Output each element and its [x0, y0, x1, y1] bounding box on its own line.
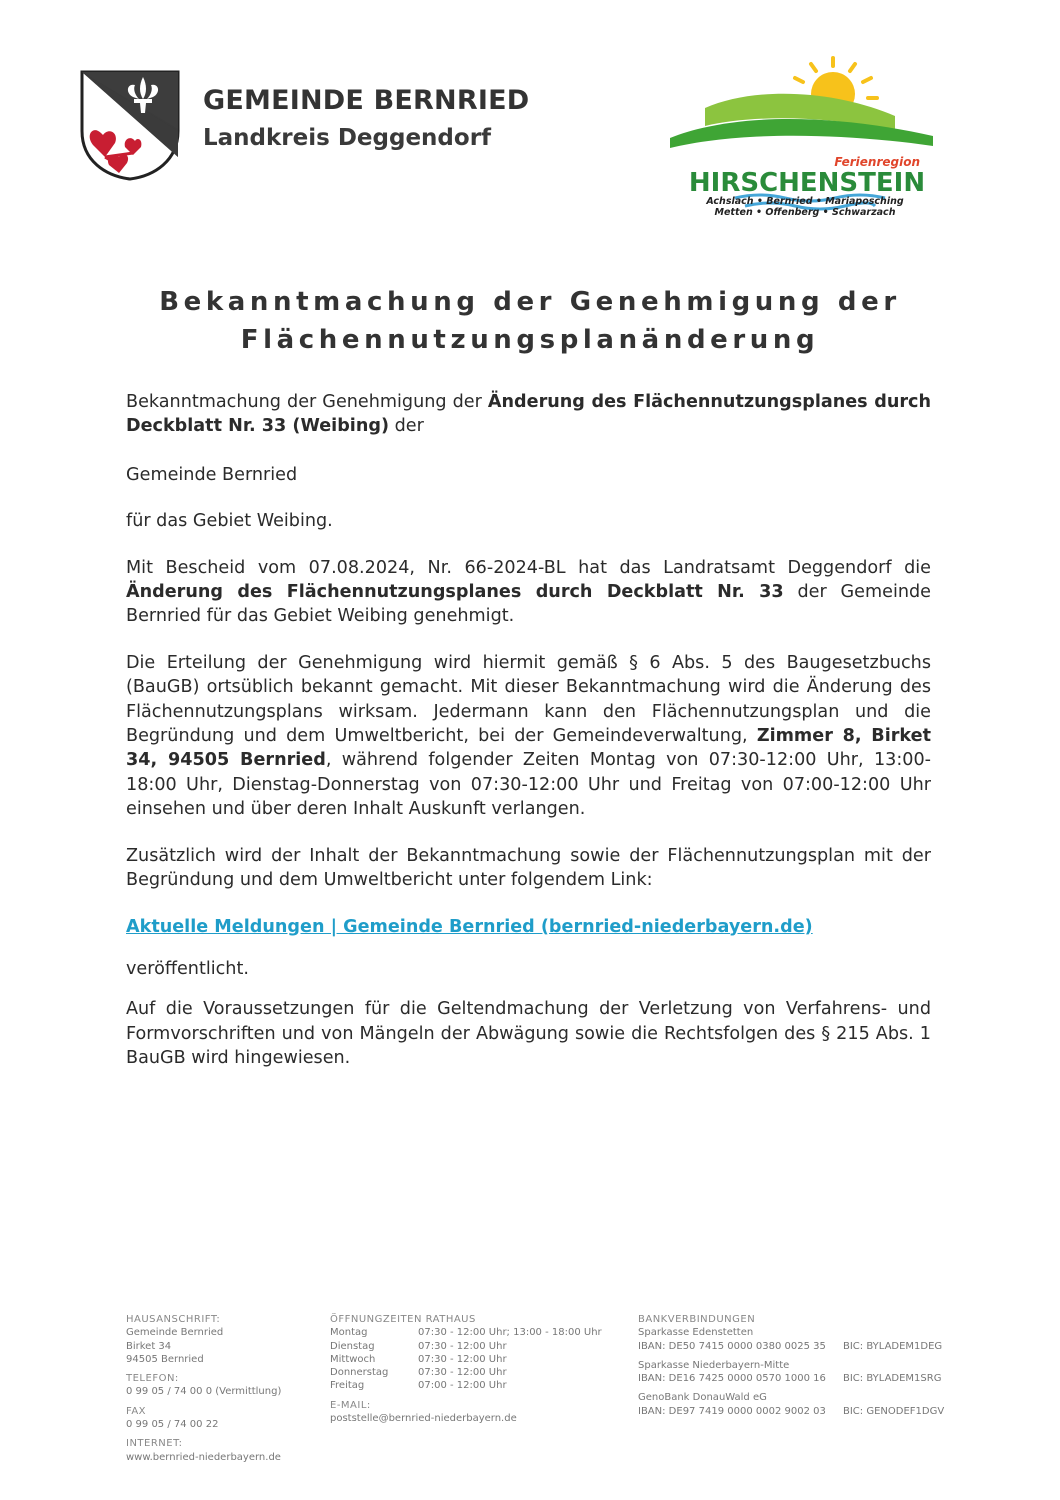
day: Montag	[330, 1327, 368, 1339]
day: Mittwoch	[330, 1353, 376, 1365]
hours-row	[330, 1340, 620, 1353]
time: 07:30 - 12:00 Uhr	[418, 1340, 507, 1352]
day: Donnerstag	[330, 1367, 389, 1379]
coat-of-arms-icon	[79, 69, 181, 181]
iban: IBAN: DE97 7419 0000 0002 9002 03	[638, 1405, 826, 1417]
bank-row	[638, 1340, 958, 1353]
phone-label: TELEFON:	[126, 1373, 179, 1385]
fax-number: 0 99 05 / 74 00 22	[126, 1419, 219, 1431]
time: 07:00 - 12:00 Uhr	[418, 1380, 507, 1392]
text: Mit Bescheid vom 07.08.2024, Nr. 66-2024-BL hat das Landratsamt Deggendorf die	[126, 557, 931, 578]
footer-address	[126, 1313, 316, 1464]
text: Die Erteilung der Genehmigung wird hiermit gemäß § 6 Abs. 5 des Baugesetzbuchs (BauGB) ortsüblich bekannt gemacht. Mit dieser Bekanntmachung wird die Änderung des Flächennutzungsplans wirksam. Jedermann kann den Flächennutzungsplan und die Begründung und dem Umweltbericht, bei der Gemeindeverwaltung,	[126, 652, 931, 747]
bold-text: Änderung des Flächennutzungsplanes durch Deckblatt Nr. 33 (Weibing)	[126, 392, 931, 437]
page-title	[60, 283, 1000, 359]
phone-number: 0 99 05 / 74 00 0 (Vermittlung)	[126, 1386, 282, 1398]
paragraph-decision	[126, 556, 931, 629]
title-line-2: Flächennutzungsplanänderung	[240, 325, 820, 355]
hours-row	[330, 1353, 620, 1366]
news-link[interactable]: Aktuelle Meldungen | Gemeinde Bernried (bernried-niederbayern.de)	[126, 916, 813, 937]
bank-name: GenoBank DonauWald eG	[638, 1392, 767, 1404]
paragraph-additional: Zusätzlich wird der Inhalt der Bekanntmachung sowie der Flächennutzungsplan mit der Begründung und dem Umweltbericht unter folgendem Link:	[126, 845, 931, 891]
logo-places	[690, 196, 920, 218]
bic: BIC: GENODEF1DGV	[843, 1405, 945, 1417]
address-line: 94505 Bernried	[126, 1353, 204, 1365]
bank-row	[638, 1405, 958, 1418]
day: Dienstag	[330, 1340, 375, 1352]
time: 07:30 - 12:00 Uhr; 13:00 - 18:00 Uhr	[418, 1327, 602, 1339]
text: der Gemeinde Bernried für das Gebiet Weibing genehmigt.	[126, 582, 931, 627]
title-line-1: Bekanntmachung der Genehmigung der	[159, 287, 901, 317]
logo-small-text: Ferienregion	[834, 155, 920, 169]
address-line: Birket 34	[126, 1340, 172, 1352]
bank-row	[638, 1372, 958, 1385]
logo-places-line2: Metten • Offenberg • Schwarzach	[714, 207, 896, 218]
time: 07:30 - 12:00 Uhr	[418, 1367, 507, 1379]
paragraph-published: veröffentlicht.	[126, 958, 249, 979]
bank-name: Sparkasse Niederbayern-Mitte	[638, 1359, 790, 1371]
bank-label: BANKVERBINDUNGEN	[638, 1314, 756, 1325]
announcement-body	[126, 390, 931, 1071]
footer-banks	[638, 1313, 958, 1418]
email-address: poststelle@bernried-niederbayern.de	[330, 1413, 517, 1425]
paragraph-municipality: Gemeinde Bernried	[126, 464, 298, 485]
paragraph-publication	[126, 651, 931, 822]
email-label: E-MAIL:	[330, 1399, 371, 1411]
bic: BIC: BYLADEM1SRG	[843, 1373, 942, 1385]
org-name: GEMEINDE BERNRIED	[203, 85, 530, 116]
hours-row	[330, 1379, 620, 1392]
link-paragraph	[126, 915, 931, 939]
website: www.bernried-niederbayern.de	[126, 1451, 281, 1463]
hours-row	[330, 1326, 620, 1339]
paragraph-notice: Auf die Voraussetzungen für die Geltendmachung der Verletzung von Verfahrens- und Formvorschriften und von Mängeln der Abwägung sowie die Rechtsfolgen des § 215 Abs. 1 BauGB wird hingewiesen.	[126, 999, 931, 1069]
fax-label: FAX	[126, 1405, 147, 1417]
logo-big-text: HIRSCHENSTEIN	[688, 168, 926, 198]
footer-hours	[330, 1313, 620, 1425]
hours-label: ÖFFNUNGZEITEN RATHAUS	[330, 1314, 476, 1325]
time: 07:30 - 12:00 Uhr	[418, 1353, 507, 1365]
iban: IBAN: DE50 7415 0000 0380 0025 35	[638, 1340, 826, 1352]
logo-places-line1: Achslach • Bernried • Mariaposching	[706, 196, 904, 207]
bold-text: Zimmer 8, Birket 34, 94505 Bernried	[126, 726, 931, 771]
day: Freitag	[330, 1380, 365, 1392]
org-header	[203, 84, 529, 152]
internet-label: INTERNET:	[126, 1438, 183, 1450]
bic: BIC: BYLADEM1DEG	[843, 1340, 943, 1352]
hours-row	[330, 1366, 620, 1379]
text: der	[389, 416, 424, 437]
bold-text: Änderung des Flächennutzungsplanes durch Deckblatt Nr. 33	[126, 582, 784, 603]
iban: IBAN: DE16 7425 0000 0570 1000 16	[638, 1373, 826, 1385]
address-label: HAUSANSCHRIFT:	[126, 1314, 221, 1325]
paragraph-intro	[126, 390, 931, 439]
org-district: Landkreis Deggendorf	[203, 125, 492, 151]
bank-name: Sparkasse Edenstetten	[638, 1327, 754, 1339]
text: , während folgender Zeiten Montag von 07:30-12:00 Uhr, 13:00-18:00 Uhr, Dienstag-Donnerstag von 07:30-12:00 Uhr und Freitag von 07:00-12:00 Uhr einsehen und über deren Inhalt Auskunft verlangen.	[126, 750, 931, 820]
text: Bekanntmachung der Genehmigung der	[126, 392, 488, 412]
address-line: Gemeinde Bernried	[126, 1327, 224, 1339]
paragraph-area: für das Gebiet Weibing.	[126, 511, 333, 532]
